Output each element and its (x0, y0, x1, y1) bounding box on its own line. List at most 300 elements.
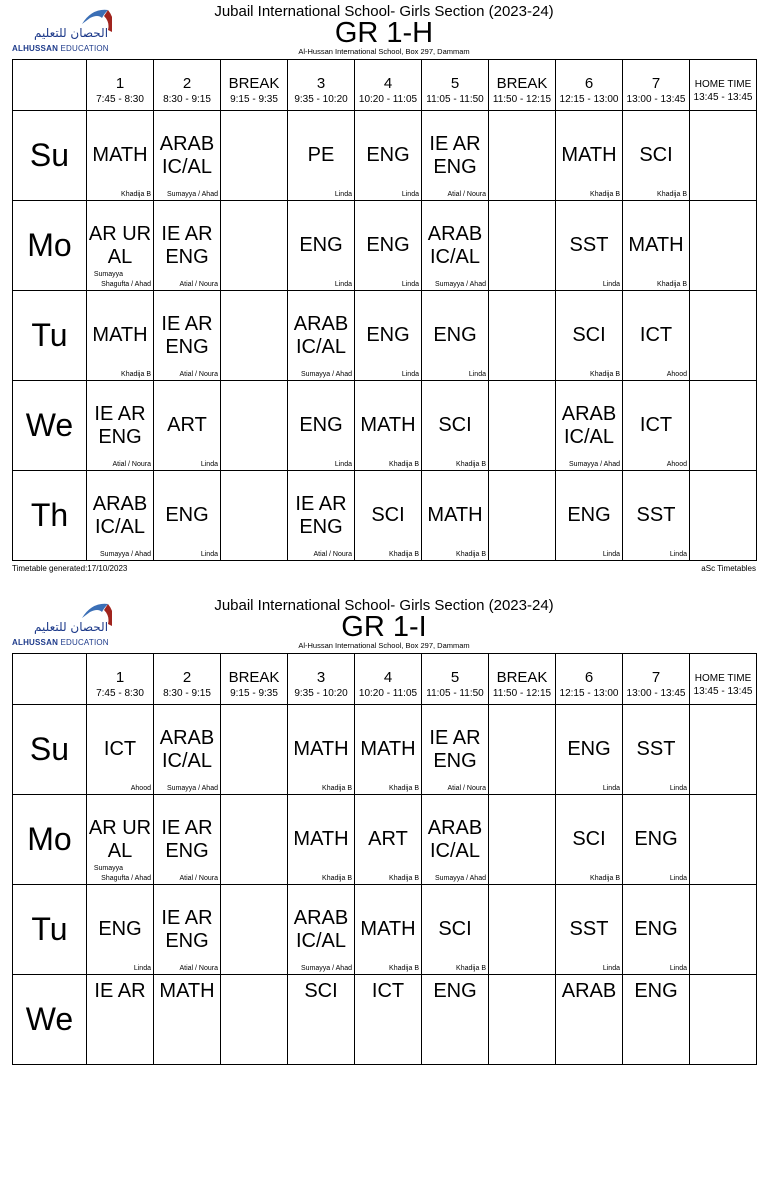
lesson-cell (556, 795, 623, 885)
teacher-name: Linda (602, 551, 620, 558)
subject-name: ARAB IC/AL (92, 492, 148, 538)
period-time: 8:30 - 9:15 (163, 94, 211, 105)
lesson-cell (87, 201, 154, 291)
period-label: HOME TIME (694, 79, 752, 90)
subject-name: ICT (103, 738, 137, 760)
teacher-name: Atial / Noura (447, 191, 486, 198)
subject-name: MATH (561, 144, 617, 166)
period-header (489, 654, 556, 705)
teacher-name: Atial / Noura (179, 281, 218, 288)
logo-english-text: ALHUSSAN EDUCATION (12, 44, 109, 53)
period-header (355, 654, 422, 705)
day-label: Tu (13, 885, 87, 975)
period-time: 9:35 - 10:20 (294, 94, 348, 105)
lesson-cell (221, 471, 288, 561)
period-header (422, 654, 489, 705)
teacher-name: Linda (200, 551, 218, 558)
lesson-cell (154, 381, 221, 471)
subject-name: SCI (572, 828, 606, 850)
subject-name: ENG (567, 738, 611, 760)
lesson-cell (489, 291, 556, 381)
period-label: HOME TIME (694, 673, 752, 684)
lesson-cell (221, 291, 288, 381)
teacher-name: Khadija B (389, 461, 419, 468)
subject-name: ART (368, 828, 408, 850)
lesson-cell (355, 471, 422, 561)
subject-name: ARAB IC/AL (293, 906, 349, 952)
period-header (221, 60, 288, 111)
lesson-cell (489, 885, 556, 975)
lesson-cell (422, 291, 489, 381)
day-label: Tu (13, 291, 87, 381)
period-time: 13:45 - 13:45 (693, 92, 753, 103)
subject-name: IE AR ENG (295, 492, 347, 538)
lesson-cell (288, 705, 355, 795)
lesson-cell (489, 705, 556, 795)
subject-name: ENG (165, 504, 209, 526)
teacher-name: Linda (602, 785, 620, 792)
teacher-name: Ahood (666, 371, 687, 378)
lesson-cell (422, 111, 489, 201)
period-header (556, 60, 623, 111)
lesson-cell (623, 795, 690, 885)
lesson-cell (556, 111, 623, 201)
lesson-cell (355, 795, 422, 885)
teacher-name: Khadija B (456, 965, 486, 972)
period-time: 13:00 - 13:45 (626, 688, 686, 699)
subject-name: ARAB IC/AL (561, 402, 617, 448)
day-row (13, 291, 757, 381)
teacher-name: Atial / Noura (313, 551, 352, 558)
teacher-name-overlap: Sumayya (93, 271, 123, 278)
period-time: 7:45 - 8:30 (96, 688, 144, 699)
lesson-cell (623, 291, 690, 381)
lesson-cell (422, 705, 489, 795)
subject-name: MATH (628, 234, 684, 256)
day-label: Mo (13, 201, 87, 291)
lesson-cell (355, 705, 422, 795)
subject-name: MATH (92, 144, 148, 166)
grade-title: GR 1-I (341, 611, 427, 643)
teacher-name: Linda (669, 875, 687, 882)
teacher-name: Khadija B (456, 461, 486, 468)
lesson-cell (355, 201, 422, 291)
lesson-cell (355, 291, 422, 381)
subject-name: ARAB (561, 979, 617, 1002)
subject-name: MATH (360, 414, 416, 436)
subject-name: ARAB IC/AL (159, 726, 215, 772)
school-address: Al-Hussan International School, Box 297, Dammam (298, 641, 470, 650)
lesson-cell (690, 471, 757, 561)
lesson-cell (690, 795, 757, 885)
subject-name: ENG (634, 918, 678, 940)
period-time: 9:15 - 9:35 (230, 688, 278, 699)
teacher-name: Sumayya / Ahad (569, 461, 620, 468)
teacher-name: Atial / Noura (112, 461, 151, 468)
subject-name: SCI (438, 918, 472, 940)
lesson-cell (221, 381, 288, 471)
subject-name: AR UR AL (88, 222, 152, 268)
teacher-name: Linda (133, 965, 151, 972)
lesson-cell (690, 975, 757, 1065)
lesson-cell (87, 795, 154, 885)
subject-name: SCI (304, 979, 338, 1002)
lesson-cell (355, 111, 422, 201)
lesson-cell (87, 291, 154, 381)
teacher-name: Linda (401, 371, 419, 378)
teacher-name: Khadija B (121, 191, 151, 198)
school-title: Jubail International School- Girls Section (2023-24) (214, 597, 554, 614)
lesson-cell (623, 885, 690, 975)
subject-name: SCI (572, 324, 606, 346)
subject-name: AR UR AL (88, 816, 152, 862)
school-title: Jubail International School- Girls Section (2023-24) (214, 3, 554, 20)
teacher-name: Linda (334, 461, 352, 468)
period-time: 9:35 - 10:20 (294, 688, 348, 699)
lesson-cell (288, 111, 355, 201)
subject-name: MATH (293, 738, 349, 760)
corner-cell (13, 60, 87, 111)
subject-name: SCI (639, 144, 673, 166)
subject-name: SST (569, 234, 609, 256)
corner-cell (13, 654, 87, 705)
teacher-name: Linda (334, 191, 352, 198)
lesson-cell (221, 705, 288, 795)
lesson-cell (489, 111, 556, 201)
period-header (489, 60, 556, 111)
timetable-grid (12, 653, 757, 1065)
period-time: 11:05 - 11:50 (426, 94, 484, 105)
lesson-cell (154, 291, 221, 381)
subject-name: ICT (371, 979, 405, 1002)
subject-name: MATH (159, 979, 215, 1002)
teacher-name: Khadija B (456, 551, 486, 558)
lesson-cell (288, 201, 355, 291)
teacher-name: Sumayya / Ahad (167, 191, 218, 198)
lesson-cell (154, 705, 221, 795)
day-row (13, 885, 757, 975)
subject-name: ENG (366, 324, 410, 346)
period-time: 12:15 - 13:00 (559, 688, 619, 699)
period-header (690, 654, 757, 705)
lesson-cell (87, 705, 154, 795)
day-row (13, 111, 757, 201)
teacher-name: Atial / Noura (179, 371, 218, 378)
subject-name: MATH (427, 504, 483, 526)
lesson-cell (690, 885, 757, 975)
lesson-cell (355, 975, 422, 1065)
subject-name: ENG (433, 979, 477, 1002)
period-header (154, 654, 221, 705)
lesson-cell (288, 381, 355, 471)
lesson-cell (288, 975, 355, 1065)
teacher-name: Linda (200, 461, 218, 468)
lesson-cell (87, 975, 154, 1065)
period-label: 7 (651, 669, 661, 686)
period-time: 13:45 - 13:45 (693, 686, 753, 697)
subject-name: ENG (433, 324, 477, 346)
subject-name: ENG (299, 234, 343, 256)
teacher-name: Khadija B (389, 785, 419, 792)
period-header (690, 60, 757, 111)
period-label: 6 (584, 669, 594, 686)
period-label: 2 (182, 669, 192, 686)
lesson-cell (422, 201, 489, 291)
teacher-name: Khadija B (389, 965, 419, 972)
lesson-cell (556, 381, 623, 471)
teacher-name: Khadija B (590, 191, 620, 198)
lesson-cell (154, 795, 221, 885)
lesson-cell (422, 975, 489, 1065)
period-header (623, 654, 690, 705)
subject-name: SST (569, 918, 609, 940)
day-row (13, 201, 757, 291)
lesson-cell (154, 975, 221, 1065)
lesson-cell (623, 201, 690, 291)
lesson-cell (221, 201, 288, 291)
period-header (87, 60, 154, 111)
lesson-cell (422, 471, 489, 561)
lesson-cell (422, 885, 489, 975)
teacher-name: Sumayya / Ahad (435, 281, 486, 288)
lesson-cell (623, 471, 690, 561)
period-time: 11:50 - 12:15 (492, 94, 552, 105)
day-label: Su (13, 705, 87, 795)
period-header (154, 60, 221, 111)
day-row (13, 795, 757, 885)
subject-name: ENG (634, 979, 678, 1002)
timetable-page (0, 594, 768, 1184)
lesson-cell (154, 111, 221, 201)
header-row (13, 60, 757, 111)
lesson-cell (288, 795, 355, 885)
subject-name: IE AR ENG (161, 816, 213, 862)
day-row (13, 705, 757, 795)
subject-name: ENG (366, 234, 410, 256)
lesson-cell (489, 795, 556, 885)
day-row (13, 471, 757, 561)
lesson-cell (221, 795, 288, 885)
teacher-name: Khadija B (590, 875, 620, 882)
day-label: We (13, 381, 87, 471)
subject-name: IE AR ENG (161, 312, 213, 358)
subject-name: ENG (299, 414, 343, 436)
teacher-name: Sumayya / Ahad (301, 965, 352, 972)
period-label: BREAK (496, 669, 548, 686)
subject-name: ARAB IC/AL (427, 816, 483, 862)
teacher-name: Linda (602, 965, 620, 972)
lesson-cell (221, 975, 288, 1065)
teacher-name: Sumayya / Ahad (435, 875, 486, 882)
lesson-cell (355, 381, 422, 471)
teacher-name: Shagufta / Ahad (101, 875, 151, 882)
lesson-cell (623, 705, 690, 795)
timetable-page (0, 0, 768, 590)
period-label: 4 (383, 75, 393, 92)
subject-name: ENG (567, 504, 611, 526)
teacher-name: Ahood (666, 461, 687, 468)
subject-name: IE AR (94, 979, 146, 1002)
subject-name: MATH (360, 918, 416, 940)
logo-english-text: ALHUSSAN EDUCATION (12, 638, 109, 647)
teacher-name: Khadija B (657, 281, 687, 288)
period-label: 5 (450, 669, 460, 686)
subject-name: IE AR ENG (94, 402, 146, 448)
lesson-cell (221, 885, 288, 975)
lesson-cell (556, 471, 623, 561)
period-time: 10:20 - 11:05 (358, 688, 418, 699)
teacher-name: Sumayya / Ahad (301, 371, 352, 378)
teacher-name-overlap: Sumayya (93, 865, 123, 872)
period-time: 10:20 - 11:05 (358, 94, 418, 105)
subject-name: IE AR ENG (429, 726, 481, 772)
teacher-name: Sumayya / Ahad (167, 785, 218, 792)
lesson-cell (154, 201, 221, 291)
header-row (13, 654, 757, 705)
day-label: We (13, 975, 87, 1065)
period-time: 13:00 - 13:45 (626, 94, 686, 105)
lesson-cell (288, 291, 355, 381)
period-time: 11:05 - 11:50 (426, 688, 484, 699)
subject-name: PE (307, 144, 335, 166)
period-header (355, 60, 422, 111)
lesson-cell (623, 111, 690, 201)
teacher-name: Khadija B (121, 371, 151, 378)
lesson-cell (422, 381, 489, 471)
period-label: BREAK (228, 75, 280, 92)
subject-name: SST (636, 504, 676, 526)
period-time: 7:45 - 8:30 (96, 94, 144, 105)
subject-name: SST (636, 738, 676, 760)
period-label: BREAK (496, 75, 548, 92)
school-address: Al-Hussan International School, Box 297, Dammam (298, 47, 470, 56)
teacher-name: Linda (401, 191, 419, 198)
teacher-name: Linda (334, 281, 352, 288)
lesson-cell (690, 111, 757, 201)
teacher-name: Khadija B (322, 875, 352, 882)
lesson-cell (154, 885, 221, 975)
period-label: 3 (316, 669, 326, 686)
lesson-cell (489, 201, 556, 291)
subject-name: ARAB IC/AL (293, 312, 349, 358)
period-label: 4 (383, 669, 393, 686)
lesson-cell (690, 705, 757, 795)
grade-title: GR 1-H (334, 17, 434, 49)
teacher-name: Linda (669, 551, 687, 558)
teacher-name: Khadija B (389, 551, 419, 558)
subject-name: ICT (639, 324, 673, 346)
period-time: 9:15 - 9:35 (230, 94, 278, 105)
period-label: 2 (182, 75, 192, 92)
subject-name: SCI (371, 504, 405, 526)
teacher-name: Sumayya / Ahad (100, 551, 151, 558)
period-header (623, 60, 690, 111)
teacher-name: Khadija B (590, 371, 620, 378)
subject-name: ENG (98, 918, 142, 940)
teacher-name: Linda (669, 785, 687, 792)
teacher-name: Linda (602, 281, 620, 288)
logo-arabic-text: الحصان للتعليم (34, 620, 109, 634)
period-time: 11:50 - 12:15 (492, 688, 552, 699)
subject-name: ARAB IC/AL (159, 132, 215, 178)
day-label: Th (13, 471, 87, 561)
lesson-cell (489, 471, 556, 561)
subject-name: MATH (360, 738, 416, 760)
subject-name: IE AR ENG (161, 222, 213, 268)
lesson-cell (623, 381, 690, 471)
teacher-name: Khadija B (389, 875, 419, 882)
lesson-cell (556, 201, 623, 291)
period-label: 1 (115, 669, 125, 686)
timetable-generated-note: Timetable generated:17/10/2023 (12, 564, 128, 573)
day-label: Su (13, 111, 87, 201)
teacher-name: Shagufta / Ahad (101, 281, 151, 288)
subject-name: ARAB IC/AL (427, 222, 483, 268)
period-label: 6 (584, 75, 594, 92)
period-header (422, 60, 489, 111)
day-label: Mo (13, 795, 87, 885)
lesson-cell (489, 381, 556, 471)
lesson-cell (87, 471, 154, 561)
lesson-cell (556, 705, 623, 795)
lesson-cell (489, 975, 556, 1065)
period-time: 12:15 - 13:00 (559, 94, 619, 105)
teacher-name: Khadija B (657, 191, 687, 198)
period-label: 3 (316, 75, 326, 92)
lesson-cell (623, 975, 690, 1065)
lesson-cell (690, 201, 757, 291)
subject-name: MATH (293, 828, 349, 850)
lesson-cell (355, 885, 422, 975)
period-label: 1 (115, 75, 125, 92)
lesson-cell (690, 291, 757, 381)
lesson-cell (556, 885, 623, 975)
subject-name: ENG (634, 828, 678, 850)
period-header (87, 654, 154, 705)
lesson-cell (556, 975, 623, 1065)
lesson-cell (87, 111, 154, 201)
lesson-cell (288, 471, 355, 561)
teacher-name: Atial / Noura (179, 875, 218, 882)
timetable-grid (12, 59, 757, 561)
period-label: BREAK (228, 669, 280, 686)
lesson-cell (87, 381, 154, 471)
period-time: 8:30 - 9:15 (163, 688, 211, 699)
teacher-name: Linda (468, 371, 486, 378)
subject-name: SCI (438, 414, 472, 436)
subject-name: IE AR ENG (161, 906, 213, 952)
subject-name: IE AR ENG (429, 132, 481, 178)
teacher-name: Linda (669, 965, 687, 972)
teacher-name: Linda (401, 281, 419, 288)
lesson-cell (288, 885, 355, 975)
period-header (221, 654, 288, 705)
teacher-name: Ahood (130, 785, 151, 792)
period-label: 7 (651, 75, 661, 92)
lesson-cell (87, 885, 154, 975)
subject-name: ENG (366, 144, 410, 166)
period-header (556, 654, 623, 705)
day-row (13, 381, 757, 471)
logo-arabic-text: الحصان للتعليم (34, 26, 109, 40)
subject-name: ICT (639, 414, 673, 436)
period-header (288, 654, 355, 705)
period-label: 5 (450, 75, 460, 92)
day-row (13, 975, 757, 1065)
subject-name: MATH (92, 324, 148, 346)
asc-brand: aSc Timetables (701, 564, 756, 573)
lesson-cell (422, 795, 489, 885)
